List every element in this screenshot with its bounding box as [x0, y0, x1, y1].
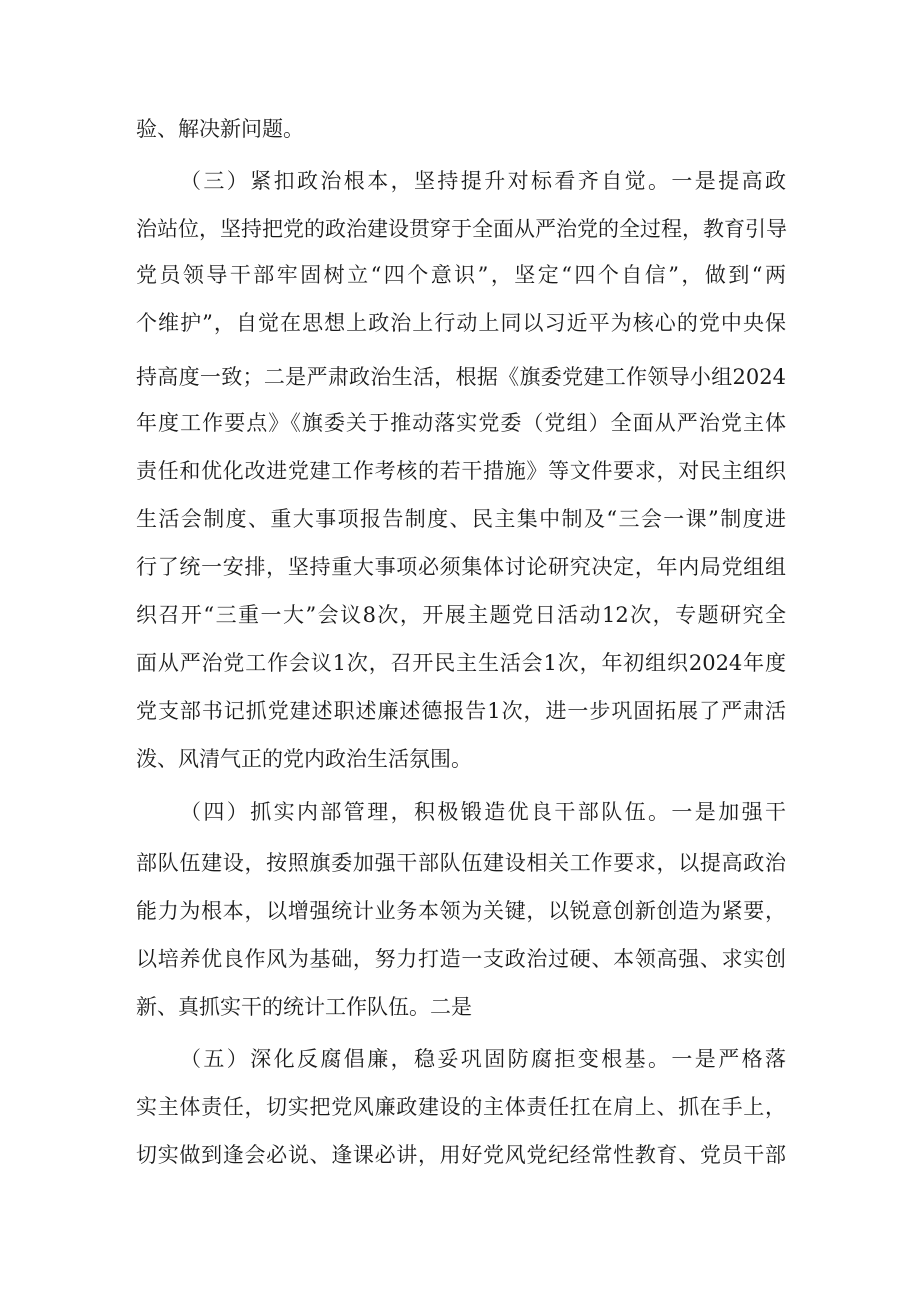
section-5-heading-line: （五）深化反腐倡廉，稳妥巩固防腐拒变根基。一是严格落 [180, 1047, 786, 1071]
text-line-12: 面从严治党工作会议1次，召开民主生活会1次，年初组织2024年度 [136, 651, 786, 675]
text-line-8: 责任和优化改进党建工作考核的若干措施》等文件要求，对民主组织 [136, 459, 786, 483]
text-line-6: 持高度一致；二是严肃政治生活，根据《旗委党建工作领导小组2024 [136, 365, 786, 389]
text-line-13: 党支部书记抓党建述职述廉述德报告1次，进一步巩固拓展了严肃活 [136, 699, 786, 723]
text-line-14: 泼、风清气正的党内政治生活氛围。 [136, 747, 472, 771]
section-3-heading-line: （三）紧扣政治根本，坚持提升对标看齐自觉。一是提高政 [180, 169, 786, 193]
text-line-22: 切实做到逢会必说、逢课必讲，用好党风党纪经常性教育、党员干部 [136, 1143, 786, 1167]
text-line-4: 党员领导干部牢固树立“四个意识”，坚定“四个自信”，做到“两 [136, 263, 786, 287]
text-line-21: 实主体责任，切实把党风廉政建设的主体责任扛在肩上、抓在手上， [136, 1095, 786, 1119]
text-line-18: 以培养优良作风为基础，努力打造一支政治过硬、本领高强、求实创 [136, 947, 786, 971]
text-line-5: 个维护”，自觉在思想上政治上行动上同以习近平为核心的党中央保 [136, 311, 786, 335]
text-line-19: 新、真抓实干的统计工作队伍。二是 [136, 995, 472, 1019]
text-line-10: 行了统一安排，坚持重大事项必须集体讨论研究决定，年内局党组组 [136, 555, 786, 579]
text-line-7: 年度工作要点》《旗委关于推动落实党委（党组）全面从严治党主体 [136, 411, 786, 435]
text-line-9: 生活会制度、重大事项报告制度、民主集中制及“三会一课”制度进 [136, 507, 786, 531]
text-line-17: 能力为根本，以增强统计业务本领为关键，以锐意创新创造为紧要， [136, 899, 786, 923]
section-4-heading-line: （四）抓实内部管理，积极锻造优良干部队伍。一是加强干 [180, 800, 786, 824]
text-line-11: 织召开“三重一大”会议8次，开展主题党日活动12次，专题研究全 [136, 603, 786, 627]
text-line-1: 验、解决新问题。 [136, 117, 304, 141]
text-line-3: 治站位，坚持把党的政治建设贯穿于全面从严治党的全过程，教育引导 [136, 217, 787, 241]
text-line-16: 部队伍建设，按照旗委加强干部队伍建设相关工作要求，以提高政治 [136, 851, 786, 875]
